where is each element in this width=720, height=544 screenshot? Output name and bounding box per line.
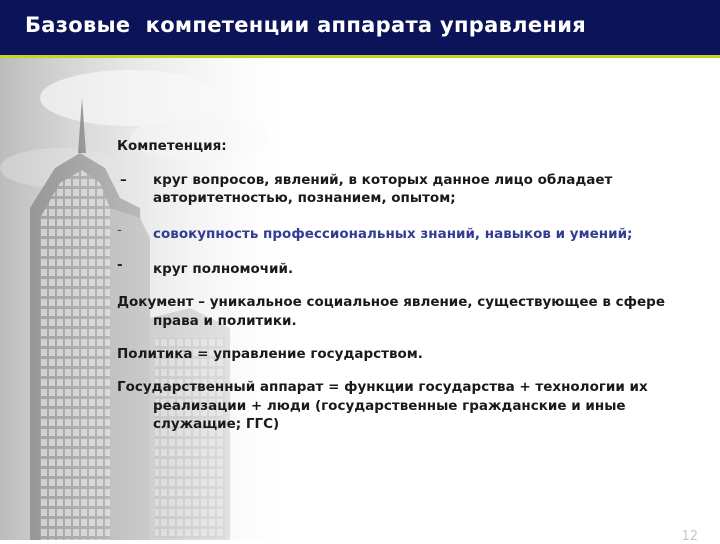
slide-number: 12 xyxy=(681,529,698,544)
definition-line: права и политики. xyxy=(153,313,297,329)
item-line: авторитетностью, познанием, опытом; xyxy=(153,190,456,206)
item-line: круг вопросов, явлений, в которых данное лицо обладает xyxy=(153,172,613,188)
competence-heading: Компетенция: xyxy=(117,138,227,154)
definition-line: служащие; ГГС) xyxy=(153,416,280,432)
item-line: круг полномочий. xyxy=(153,261,294,277)
definition-line: Документ – уникальное социальное явление, существующее в сфере xyxy=(117,294,665,310)
item-line-highlighted: совокупность профессиональных знаний, навыков и умений; xyxy=(153,226,633,242)
definition-line: Государственный аппарат = функции государства + технологии их xyxy=(117,379,648,395)
slide-content xyxy=(100,58,720,540)
definition-line: реализации + люди (государственные гражданские и иные xyxy=(153,398,626,414)
slide-title: Базовые компетенции аппарата управления xyxy=(25,13,587,37)
title-bar xyxy=(0,0,720,58)
item-marker: – xyxy=(120,172,127,188)
item-marker: - xyxy=(117,222,122,238)
definition-line: Политика = управление государством. xyxy=(117,346,423,362)
item-marker: - xyxy=(117,257,123,273)
